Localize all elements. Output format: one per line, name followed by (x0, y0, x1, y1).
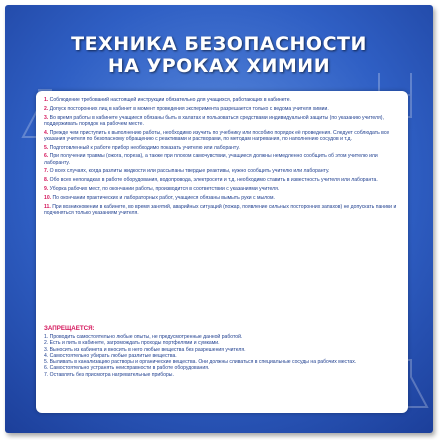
rule-text: При возникновении в кабинете, во время занятий, аварийных ситуаций (пожар, появление сильных посторонних запахов) не допускать паники и подчиняться только указаниям учителя. (44, 203, 397, 216)
poster-title (5, 33, 433, 77)
content-panel (36, 91, 408, 413)
rule-text: По окончании практических и лабораторных работ, учащиеся обязаны вымыть руки с мылом. (52, 194, 275, 201)
rule-text: О всех случаях, когда разлиты жидкости или рассыпаны твердые реактивы, нужно сообщить учителю или лаборанту. (49, 168, 330, 175)
rule-text: При получении травмы (ожога, пореза), а также при плохом самочувствии, учащиеся должны немедленно сообщить об этом учителю или лаборанту. (44, 153, 378, 166)
rule-number: 10. (44, 194, 52, 201)
forbidden-heading: ЗАПРЕЩАЕТСЯ: (44, 325, 95, 332)
poster-stand (5, 5, 433, 433)
rule-number: 7. (44, 168, 49, 175)
rule-text: Подготовленный к работе прибор необходимо показать учителю или лаборанту. (49, 144, 240, 151)
rule-number: 8. (44, 177, 49, 184)
rule-item (44, 153, 402, 165)
forbidden-item: 4. Самостоятельно убирать любые разлитые вещества. (44, 352, 177, 359)
forbidden-item: 6. Самостоятельно устранять неисправности в работе оборудования. (44, 365, 210, 372)
rule-item (44, 186, 402, 192)
rule-number: 6. (44, 153, 49, 160)
rule-number: 1. (44, 97, 49, 103)
forbidden-section (44, 325, 402, 378)
rule-number: 11. (44, 203, 51, 210)
title-line-1: ТЕХНИКА БЕЗОПАСНОСТИ (71, 33, 367, 55)
forbidden-item: 7. Оставлять без присмотра нагревательные приборы. (44, 371, 174, 378)
rule-item (44, 130, 402, 142)
rule-item (44, 145, 402, 151)
rule-number: 4. (44, 129, 49, 136)
rule-text: Уборка рабочих мест, по окончании работы, производится в соответствии с указаниями учителя. (49, 185, 280, 192)
title-line-2: НА УРОКАХ ХИМИИ (107, 55, 331, 77)
rule-item (44, 97, 402, 103)
rule-text: Обо всех неполадках в работе оборудования, водопровода, электросети и т.д. необходимо ставить в известность учителя или лаборанта. (49, 177, 378, 184)
forbidden-item: 5. Выливать в канализацию растворы и органические вещества. Они должны сливаться в специальные сосуды на рабочих местах. (44, 359, 357, 366)
rule-item (44, 168, 402, 174)
rule-item (44, 115, 402, 127)
rule-number: 5. (44, 144, 49, 151)
rule-item (44, 106, 402, 112)
rule-text: Допуск посторонних лиц в кабинет в момент проведения эксперимента разрешается только с ведома учителя химии. (49, 105, 329, 112)
rule-number: 3. (44, 114, 49, 121)
rule-text: Во время работы в кабинете учащиеся обязаны быть в халатах и пользоваться средствами индивидуальной защиты (по указанию учителя), поддерживать порядок на рабочем месте. (44, 114, 384, 127)
rule-text: Соблюдение требований настоящей инструкции обязательно для учащихся, работающих в кабинете. (49, 97, 291, 103)
rule-number: 9. (44, 185, 49, 192)
rules-list (44, 97, 402, 219)
forbidden-item: 3. Выносить из кабинета и вносить в него любые вещества без разрешения учителя. (44, 346, 246, 353)
forbidden-item: 2. Есть и пить в кабинете, загромождать проходы портфелями и сумками. (44, 340, 220, 347)
rule-text: Прежде чем приступить к выполнению работы, необходимо изучить по учебнику или пособию порядок её проведения. Следует соблюдать все указания учителя по безопасному обращению с реактивами и растворами, по методам нагревания, по наполнению сосудов и т.д. (44, 129, 390, 142)
rule-number: 2. (44, 105, 49, 112)
rule-item (44, 195, 402, 201)
rule-item (44, 177, 402, 183)
forbidden-item: 1. Проводить самостоятельно любые опыты, не предусмотренные данной работой. (44, 334, 243, 340)
rule-item (44, 204, 402, 216)
